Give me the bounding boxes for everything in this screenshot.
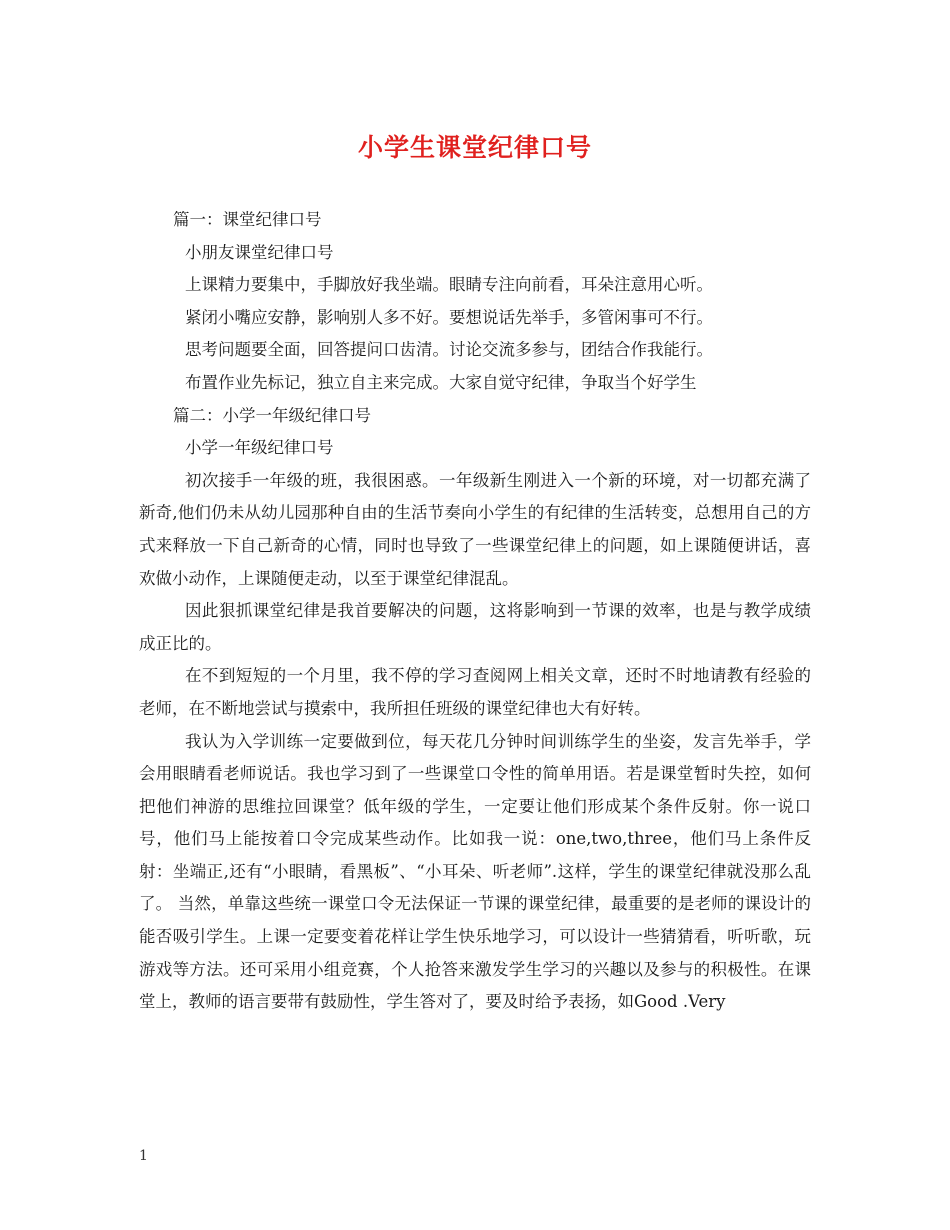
slogan-line: 布置作业先标记，独立自主来完成。大家自觉守纪律，争取当个好学生 [185,372,697,392]
section-1-heading: 篇一：课堂纪律口号 [173,210,322,229]
slogan-line: 思考问题要全面，回答提问口齿清。讨论交流多参与，团结合作我能行。 [185,340,713,360]
document-title: 小学生课堂纪律口号 [357,133,592,162]
body-paragraph: 我认为入学训练一定要做到位，每天花几分钟时间训练学生的坐姿，发言先举手，学会用眼睛看老师说话。我也学习到了一些课堂口令性的简单用语。若是课堂暂时失控，如何把他们神游的思维拉回课堂？低年级的学生，一定要让他们形成某个条件反射。你一说口号，他们马上能按着口令完成某些动作。比如我一说：one,two,three，他们马上条件反射：坐端正,还有“小眼睛，看黑板”、“小耳朵、听老师”.这样，学生的课堂纪律就没那么乱了。 当然，单靠这些统一课堂口令无法保证一节课的课堂纪律，最重要的是老师的课设计的能否吸引学生。上课一定要变着花样让学生快乐地学习，可以设计一些猜猜看，听听歌，玩游戏等方法。还可采用小组竞赛，个人抢答来激发学生学习的兴趣以及参与的积极性。在课堂上，教师的语言要带有鼓励性，学生答对了，要及时给予表扬，如Good .Very [139,731,811,1012]
slogan-line: 紧闭小嘴应安静，影响别人多不好。要想说话先举手，多管闲事可不行。 [185,307,713,327]
document-body [139,204,811,1019]
page-number: 1 [139,1148,148,1164]
slogan-line: 上课精力要集中，手脚放好我坐端。眼睛专注向前看，耳朵注意用心听。 [185,275,713,295]
section-2-subheading: 小学一年级纪律口号 [185,438,334,458]
section-2-heading: 篇二：小学一年级纪律口号 [173,405,371,425]
body-paragraph: 在不到短短的一个月里，我不停的学习查阅网上相关文章，还时不时地请教有经验的老师，在不断地尝试与摸索中，我所担任班级的课堂纪律也大有好转。 [139,666,811,718]
section-1-subheading: 小朋友课堂纪律口号 [185,242,334,262]
body-paragraph: 初次接手一年级的班，我很困惑。一年级新生刚进入一个新的环境，对一切都充满了新奇,他们仍未从幼儿园那种自由的生活节奏向小学生的有纪律的生活转变，总想用自己的方式来释放一下自己新奇的心情，同时也导致了一些课堂纪律上的问题，如上课随便讲话，喜欢做小动作，上课随便走动，以至于课堂纪律混乱。 [139,470,811,588]
body-paragraph: 因此狠抓课堂纪律是我首要解决的问题，这将影响到一节课的效率，也是与教学成绩成正比的。 [139,601,811,653]
